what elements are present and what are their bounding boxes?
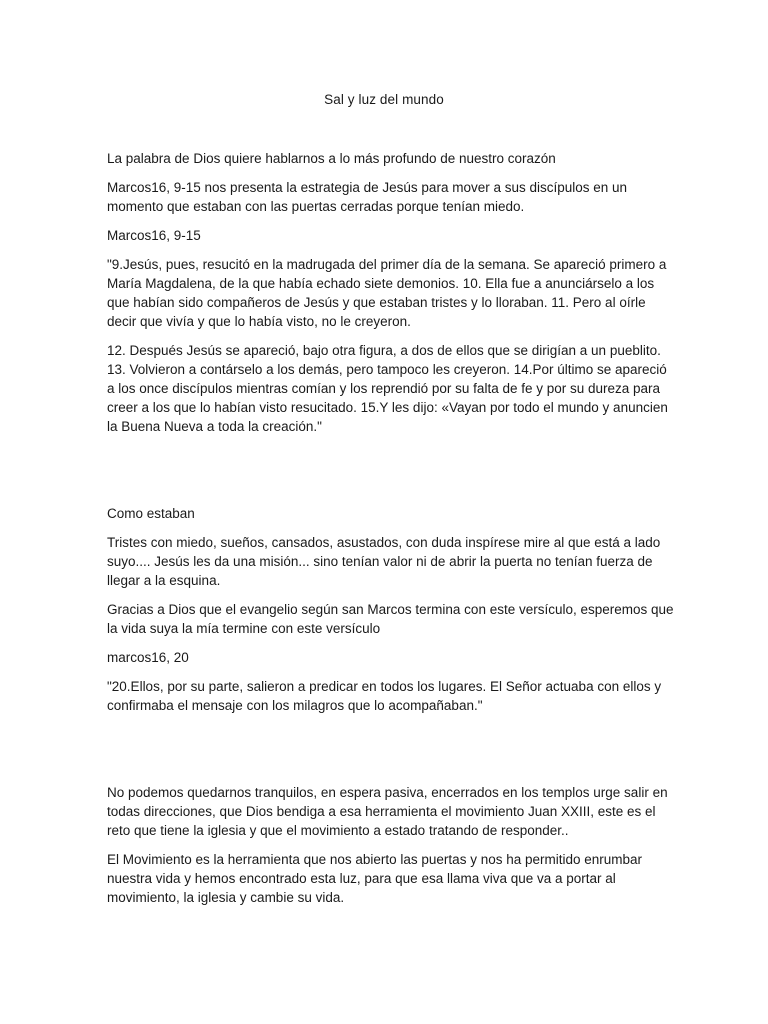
paragraph-movimiento: El Movimiento es la herramienta que nos abierto las puertas y nos ha permitido enrumbar nuestra vida y hemos encontrado esta luz, para que esa llama viva que va a portar al movimiento, la iglesia y cambie su vida. (107, 852, 643, 905)
paragraph-heading-como-estaban: Como estaban (107, 506, 195, 521)
section-spacer (107, 725, 675, 783)
paragraph-quote-part1: "9.Jesús, pues, resucitó en la madrugada del primer día de la semana. Se apareció primero a María Magdalena, de la que había echado siete demonios. 10. Ella fue a anunciárselo a los que habían sido compañeros de Jesús y que estaban tristes y lo lloraban. 11. Pero al oírle decir que vivía y que lo había visto, no le creyeron. (107, 257, 667, 329)
paragraph-reference-2: marcos16, 20 (107, 650, 189, 665)
section-spacer (107, 446, 675, 504)
paragraph-intro: La palabra de Dios quiere hablarnos a lo más profundo de nuestro corazón (107, 151, 556, 166)
paragraph-no-podemos: No podemos quedarnos tranquilos, en espera pasiva, encerrados en los templos urge salir en todas direcciones, que Dios bendiga a esa herramienta el movimiento Juan XXIII, este es el reto que tiene la iglesia y que el movimiento a estado tratando de responder.. (107, 785, 668, 838)
paragraph-gracias: Gracias a Dios que el evangelio según san Marcos termina con este versículo, esperemos que la vida suya la mía termine con este versículo (107, 602, 674, 636)
paragraph-reference: Marcos16, 9-15 (107, 228, 201, 243)
paragraph-quote-20: "20.Ellos, por su parte, salieron a predicar en todos los lugares. El Señor actuaba con ellos y confirmaba el mensaje con los milagros que lo acompañaban." (107, 679, 662, 713)
paragraph-tristes: Tristes con miedo, sueños, cansados, asustados, con duda inspírese mire al que está a lado suyo.... Jesús les da una misión... sino tenían valor ni de abrir la puerta no tenían fuerza de llegar a la esquina. (107, 535, 661, 588)
document-title: Sal y luz del mundo (324, 92, 444, 107)
paragraph-strategy: Marcos16, 9-15 nos presenta la estrategia de Jesús para mover a sus discípulos en un momento que estaban con las puertas cerradas porque tenían miedo. (107, 180, 628, 214)
document-body (107, 149, 675, 917)
paragraph-quote-part2: 12. Después Jesús se apareció, bajo otra figura, a dos de ellos que se dirigían a un pueblito. 13. Volvieron a contárselo a los demás, pero tampoco les creyeron. 14.Por último se apareció a los once discípulos mientras comían y los reprendió por su falta de fe y por su dureza para creer a los que lo habían visto resucitado. 15.Y les dijo: «Vayan por todo el mundo y anuncien la Buena Nueva a toda la creación." (107, 343, 668, 434)
